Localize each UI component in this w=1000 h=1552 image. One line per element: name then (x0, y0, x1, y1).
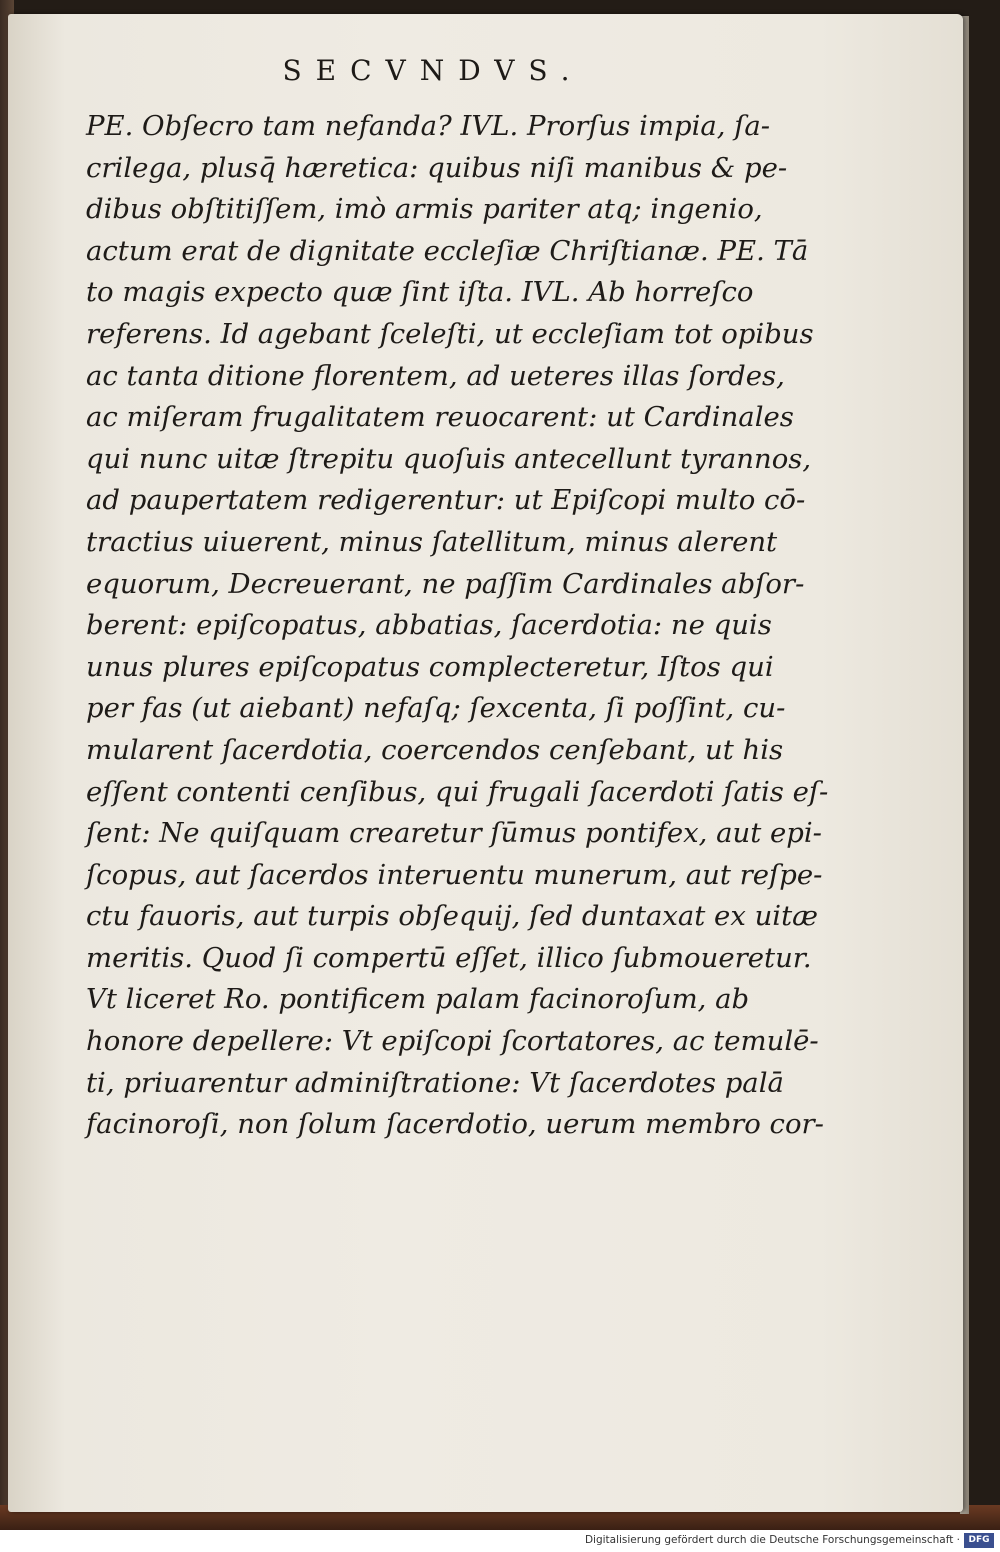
text-line: honore depellere: Vt epiſcopi ſcortatores, ac temulē- (86, 1025, 819, 1058)
text-line: berent: epiſcopatus, abbatias, ſacerdotia: ne quis (86, 609, 772, 642)
dfg-logo-icon: DFG (964, 1533, 994, 1548)
text-line: Vt liceret Ro. pontificem palam facinoroſum, ab (86, 983, 750, 1016)
text-line: actum erat de dignitate eccleſiæ Chriſtianæ. PE. Tā (86, 234, 809, 267)
funding-credit: Digitalisierung gefördert durch die Deutsche Forschungsgemeinschaft · (584, 1534, 960, 1546)
text-line: ctu fauoris, aut turpis obſequij, ſed duntaxat ex uitæ (86, 900, 818, 933)
text-line: ac miſeram frugalitatem reuocarent: ut Cardinales (86, 401, 794, 434)
text-line: tractius uiuerent, minus ſatellitum, minus alerent (86, 525, 778, 558)
running-head: SECVNDVS. (282, 54, 584, 87)
body-text (86, 106, 829, 1146)
text-line: qui nunc uitæ ſtrepitu quoſuis antecellunt tyrannos, (86, 442, 812, 475)
text-line: dibus obſtitiſſem, imò armis pariter atq; ingenio, (86, 193, 763, 226)
text-line: to magis expecto quæ ſint iſta. IVL. Ab horreſco (86, 276, 754, 309)
text-line: facinoroſi, non ſolum ſacerdotio, uerum membro cor- (86, 1108, 824, 1141)
book-page (8, 14, 963, 1512)
text-line: per fas (ut aiebant) nefaſq; ſexcenta, ſi poſſint, cu- (86, 692, 786, 725)
text-line: equorum, Decreuerant, ne paſſim Cardinales abſor- (86, 567, 805, 600)
text-line: eſſent contenti cenſibus, qui frugali ſacerdoti ſatis eſ- (86, 775, 829, 808)
text-line: referens. Id agebant ſceleſti, ut eccleſiam tot opibus (86, 317, 814, 350)
text-line: ac tanta ditione florentem, ad ueteres illas ſordes, (86, 359, 785, 392)
digitization-footer (0, 1530, 1000, 1552)
text-line: ti, priuarentur adminiſtratione: Vt ſacerdotes palā (86, 1066, 784, 1099)
text-line: mularent ſacerdotia, coercendos cenſebant, ut his (86, 733, 784, 766)
text-line: meritis. Quod ſi compertū eſſet, illico ſubmoueretur. (86, 941, 812, 974)
text-line: ſent: Ne quiſquam crearetur ſūmus pontifex, aut epi- (86, 817, 822, 850)
text-line: ſcopus, aut ſacerdos interuentu munerum, aut reſpe- (86, 858, 823, 891)
text-line: ad paupertatem redigerentur: ut Epiſcopi multo cō- (86, 484, 806, 517)
text-line: PE. Obſecro tam nefanda? IVL. Prorſus impia, ſa- (86, 110, 771, 142)
text-line: unus plures epiſcopatus complecteretur, Iſtos qui (86, 650, 774, 683)
text-line: crilega, plusq̄ hæretica: quibus niſi manibus & pe- (86, 151, 788, 184)
